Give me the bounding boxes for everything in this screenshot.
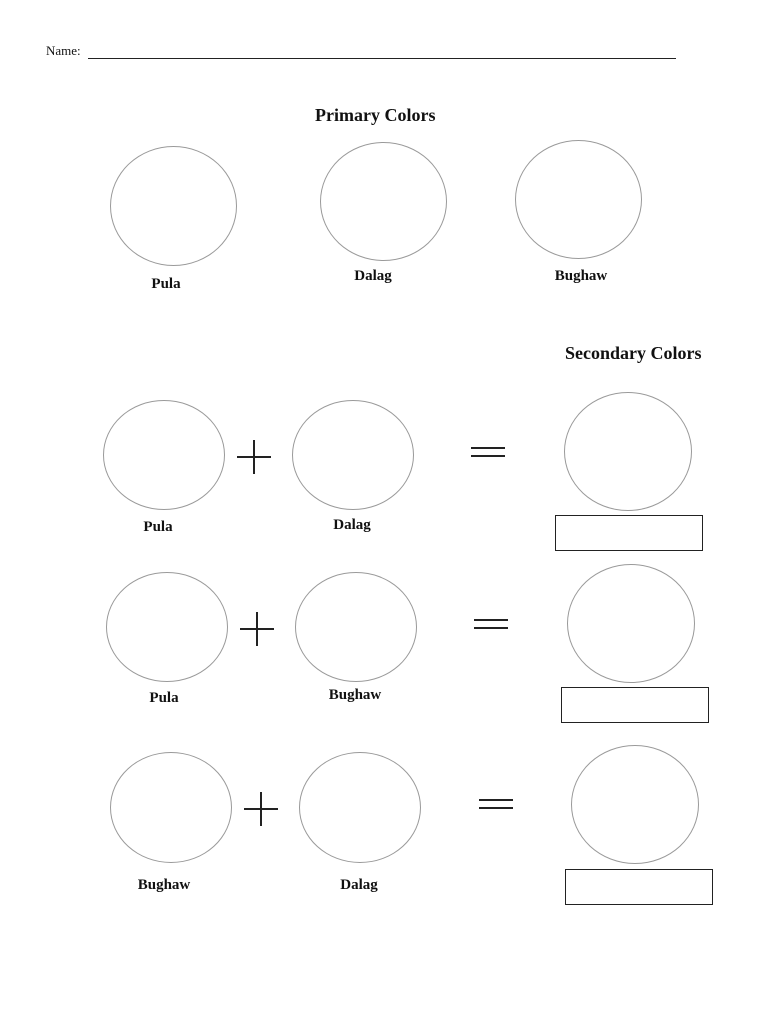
row2-equals-icon: [474, 619, 508, 629]
primary-circle-dalag[interactable]: [320, 142, 447, 261]
row3-right-label: Dalag: [340, 877, 378, 893]
row3-left-label: Bughaw: [137, 877, 191, 893]
row1-left-label: Pula: [143, 519, 173, 535]
name-line[interactable]: [88, 58, 676, 59]
row3-equals-icon: [479, 799, 513, 809]
primary-circle-pula[interactable]: [110, 146, 237, 266]
primary-circle-bughaw[interactable]: [515, 140, 642, 259]
row2-result-circle[interactable]: [567, 564, 695, 683]
secondary-colors-title: Secondary Colors: [565, 343, 702, 363]
row1-left-circle[interactable]: [103, 400, 225, 510]
row2-right-circle[interactable]: [295, 572, 417, 682]
row2-left-label: Pula: [149, 690, 179, 706]
row1-equals-icon: [471, 447, 505, 457]
row2-plus-icon: [240, 612, 274, 646]
row3-answer-box[interactable]: [565, 869, 713, 905]
primary-colors-title: Primary Colors: [315, 105, 436, 125]
row1-right-circle[interactable]: [292, 400, 414, 510]
row1-plus-icon: [237, 440, 271, 474]
row2-answer-box[interactable]: [561, 687, 709, 723]
primary-label-pula: Pula: [151, 276, 181, 292]
row3-left-circle[interactable]: [110, 752, 232, 863]
row3-plus-icon: [244, 792, 278, 826]
row1-result-circle[interactable]: [564, 392, 692, 511]
row1-right-label: Dalag: [333, 517, 371, 533]
primary-label-dalag: Dalag: [354, 268, 392, 284]
row1-answer-box[interactable]: [555, 515, 703, 551]
name-label: Name:: [46, 43, 81, 58]
row2-right-label: Bughaw: [328, 687, 382, 703]
row2-left-circle[interactable]: [106, 572, 228, 682]
row3-result-circle[interactable]: [571, 745, 699, 864]
primary-label-bughaw: Bughaw: [554, 268, 608, 284]
row3-right-circle[interactable]: [299, 752, 421, 863]
